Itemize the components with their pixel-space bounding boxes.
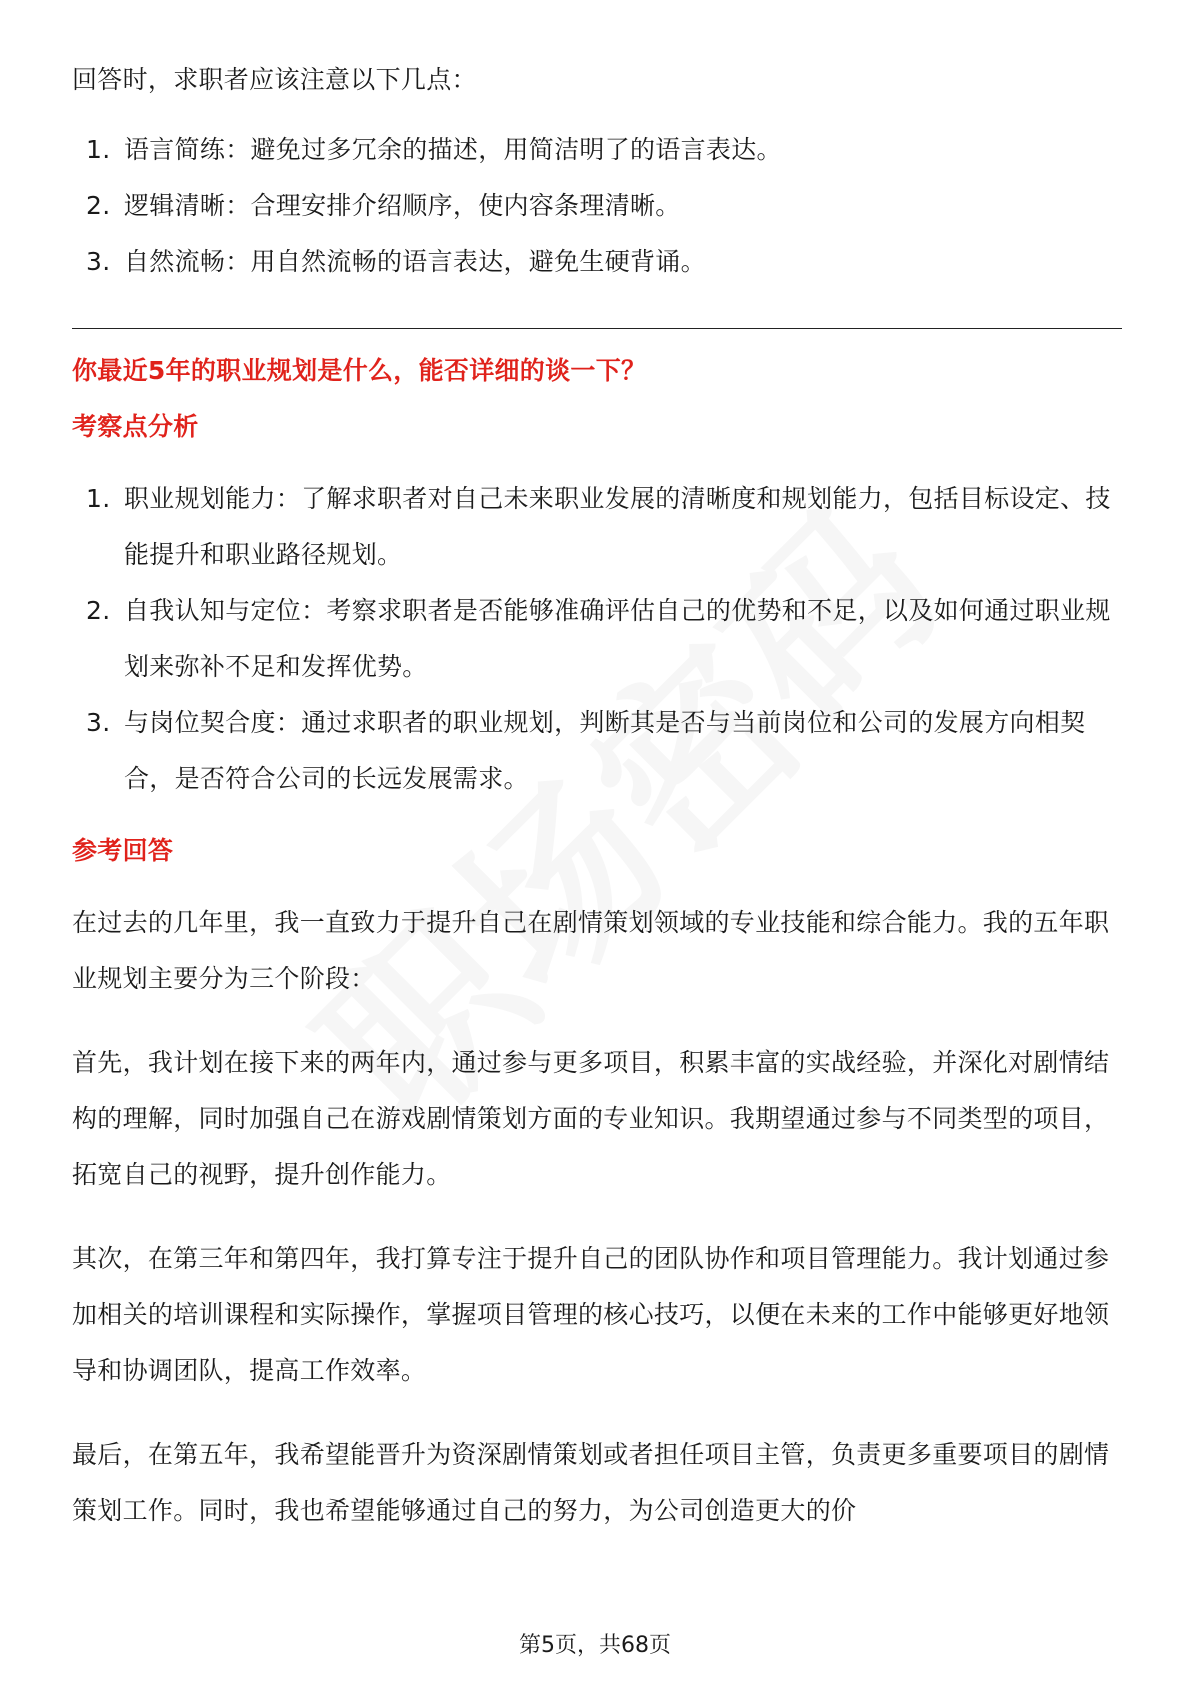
answer-heading: 参考回答	[72, 836, 174, 865]
analysis-points-list	[72, 471, 1122, 807]
list-item	[72, 122, 1122, 178]
list-number: 3.	[86, 247, 111, 276]
list-item	[72, 471, 1122, 583]
question-title: 你最近5年的职业规划是什么，能否详细的谈一下？	[72, 356, 647, 385]
answer-paragraph: 其次，在第三年和第四年，我打算专注于提升自己的团队协作和项目管理能力。我计划通过参加相关的培训课程和实际操作，掌握项目管理的核心技巧，以便在未来的工作中能够更好地领导和协调团队，提高工作效率。	[72, 1244, 1110, 1385]
section-divider	[72, 328, 1122, 329]
list-text: 自然流畅：用自然流畅的语言表达，避免生硬背诵。	[124, 247, 706, 276]
list-number: 2.	[86, 191, 111, 220]
tips-list	[72, 122, 1122, 290]
list-item	[72, 178, 1122, 234]
list-text: 职业规划能力：了解求职者对自己未来职业发展的清晰度和规划能力，包括目标设定、技能提升和职业路径规划。	[124, 484, 1111, 569]
list-text: 与岗位契合度：通过求职者的职业规划，判断其是否与当前岗位和公司的发展方向相契合，是否符合公司的长远发展需求。	[124, 708, 1086, 793]
answer-paragraph: 在过去的几年里，我一直致力于提升自己在剧情策划领域的专业技能和综合能力。我的五年职业规划主要分为三个阶段：	[72, 908, 1110, 993]
list-item	[72, 695, 1122, 807]
page-footer: 第5页，共68页	[519, 1633, 671, 1658]
list-text: 自我认知与定位：考察求职者是否能够准确评估自己的优势和不足，以及如何通过职业规划来弥补不足和发挥优势。	[124, 596, 1111, 681]
list-number: 1.	[86, 135, 111, 164]
list-text: 逻辑清晰：合理安排介绍顺序，使内容条理清晰。	[124, 191, 681, 220]
analysis-heading: 考察点分析	[72, 412, 199, 441]
list-number: 1.	[86, 484, 111, 513]
intro-text: 回答时，求职者应该注意以下几点：	[72, 65, 477, 94]
list-item	[72, 583, 1122, 695]
answer-paragraph: 首先，我计划在接下来的两年内，通过参与更多项目，积累丰富的实战经验，并深化对剧情结构的理解，同时加强自己在游戏剧情策划方面的专业知识。我期望通过参与不同类型的项目，拓宽自己的视野，提升创作能力。	[72, 1048, 1110, 1189]
list-number: 3.	[86, 708, 111, 737]
list-number: 2.	[86, 596, 111, 625]
list-item	[72, 234, 1122, 290]
list-text: 语言简练：避免过多冗余的描述，用简洁明了的语言表达。	[124, 135, 782, 164]
page-content	[72, 52, 1122, 1539]
answer-paragraph: 最后，在第五年，我希望能晋升为资深剧情策划或者担任项目主管，负责更多重要项目的剧情策划工作。同时，我也希望能够通过自己的努力，为公司创造更大的价	[72, 1440, 1110, 1525]
